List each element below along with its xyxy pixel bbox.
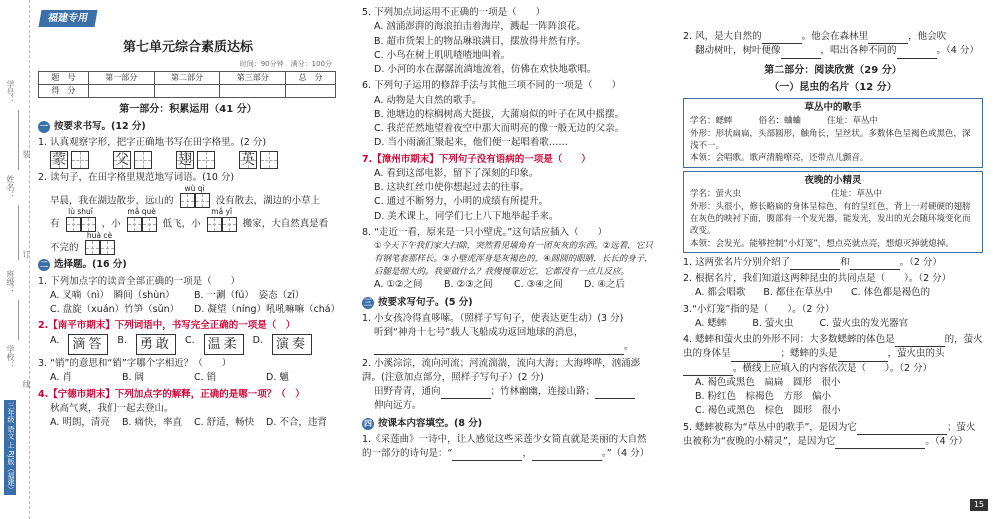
c6-option[interactable]: C. 我茫茫然地望着夜空中那大而明亮的像一般无边的父亲。 (374, 123, 625, 134)
pinyin-label: wù qì (184, 183, 205, 193)
option-letter[interactable]: A. (50, 334, 60, 346)
question-text: 7.【漳州市期末】下列句子没有语病的一项是（ ） (362, 153, 591, 165)
answer-blank[interactable] (895, 336, 945, 347)
question-text: ；蟋蟀的头是 (780, 348, 838, 360)
section-title: 按要求写句子。(5 分) (378, 296, 473, 308)
c6-option[interactable]: B. 池塘边的棕榈树高大挺拔，大蒲扇似的叶子在风中摇摆。 (374, 108, 625, 120)
card-field: 外形：形状扁扁，头部圆形，触角长，呈丝状。多数体色呈褐色或黑色，深浅不一。 (690, 128, 971, 151)
section-1-heading (38, 120, 338, 134)
option[interactable]: A. ①②之间 (374, 279, 423, 291)
card-header: 夜晚的小精灵 (804, 174, 862, 186)
answer-blank[interactable] (835, 438, 925, 449)
pinyin-label: mǎ yǐ (211, 207, 233, 217)
page-title: 第七单元综合素质达标 (122, 40, 253, 55)
write-cell[interactable] (197, 151, 215, 169)
option[interactable]: B. ②③之间 (444, 279, 493, 291)
option[interactable]: B. 萤火虫 (752, 317, 794, 329)
score-cell[interactable] (286, 85, 336, 98)
section-2-heading (38, 258, 338, 272)
sentence-text: 听到“神舟十七号”载人飞船成功返回地球的消息， (374, 327, 584, 338)
question-text: 4. 蟋蟀和萤火虫的外形不同：大多数蟋蟀的体色是 (683, 334, 895, 346)
option[interactable]: D. 魑 (266, 372, 289, 384)
option[interactable]: C. 萤火虫的发光器官 (819, 317, 909, 329)
score-header: 第一部分 (88, 72, 154, 85)
c2-text (38, 319, 338, 333)
q1-char-grid-row (38, 151, 338, 169)
r4-text (683, 333, 983, 376)
q1-text: 1. 认真观察字形，把字正确地书写在田字格里。(2 分) (38, 137, 267, 149)
score-header: 第三部分 (220, 72, 286, 85)
question-text: ，唱出各种不同的 (820, 45, 897, 57)
option-word[interactable]: 勇敢 (136, 334, 176, 356)
c6-text: 6. 下列句子运用的修辞手法与其他三项不同的一项是（ ） (362, 80, 622, 92)
c7-option[interactable]: B. 这块红丝巾使你想起过去的往事。 (374, 182, 530, 193)
sentence-text: 田野青青，通向 (374, 386, 441, 397)
char-practice-item (239, 151, 278, 169)
write-cell[interactable] (142, 217, 157, 232)
option-word[interactable]: 温柔 (204, 334, 244, 356)
right-column (683, 28, 983, 449)
cut-label-1: 装 (22, 150, 31, 158)
option[interactable]: C. 体色都是褐色的 (850, 287, 931, 299)
option[interactable]: B. 一涮（fú） 姿态（zī） (194, 289, 305, 301)
question-text: 2.【南平市期末】下列词语中，书写完全正确的一项是（ ） (38, 320, 296, 332)
c7-option[interactable]: D. 美术课上，同学们七上八下地举起手来。 (374, 210, 559, 222)
name-label: 姓名： (6, 175, 15, 199)
score-header: 题 号 (39, 72, 89, 85)
option-letter[interactable]: B. (117, 334, 127, 346)
section-number: 四 (364, 418, 372, 428)
class-line (18, 300, 19, 340)
question-text: 4.【宁德市期末】下列加点字的解释，正确的是哪一项？（ ） (38, 388, 305, 400)
answer-blank[interactable] (762, 33, 802, 44)
score-cell[interactable] (88, 85, 154, 98)
section-title: 按要求书写。(12 分) (54, 121, 146, 132)
char-model-cell: 父 (115, 151, 129, 168)
option[interactable]: D. ④之后 (584, 279, 625, 291)
option[interactable]: A. 叉嘀（nì） 瞬间（shùn） (50, 289, 175, 301)
r4-option[interactable]: B. 粉红色 棕褐色 方形 偏小 (695, 391, 832, 403)
w2-line2: 伸向远方。 (374, 400, 422, 412)
option[interactable]: D. 不合，违背 (266, 417, 327, 428)
insect-card-cricket (683, 98, 983, 168)
pinyin-box (180, 185, 210, 209)
question-text: ；萤火虫被称为“夜晚的小精灵”，是因为它 (683, 421, 976, 447)
student-id-line (18, 110, 19, 170)
c7-text (362, 153, 654, 167)
passage-text: 没有散去，湖边的小草上 (215, 195, 321, 206)
r3-options (683, 317, 983, 331)
write-cell[interactable] (260, 151, 278, 169)
card-field: 学名：蟋蟀 (690, 116, 733, 127)
w2-text: 2. 小溪淙淙，流向河流；河流湍湍，流向大海；大海哗哗，汹涌澎湃。(注意加点部分，照样子写句子）(2 分) (362, 357, 641, 383)
question-text: 1.《采莲曲》一诗中，让人感觉这些采莲少女简直就是美丽的大自然的一部分的诗句是：“ (362, 433, 647, 459)
section-number: 二 (40, 260, 48, 270)
page-number: 15 (970, 499, 988, 511)
passage-text: 不完的 (50, 242, 79, 253)
fujian-tag: 福建专用 (39, 10, 98, 27)
char-practice-item (113, 151, 152, 169)
r2-text: 2. 根据名片，我们知道这两种昆虫的共同点是（ ）。（2 分） (683, 273, 952, 285)
card-field: 外形：头很小，修长略扁的身体呈棕色，有的呈红色，背上一对硬硬的翅膀在灰色的映衬下面，腹部有一个发光器，能发光，发出的光会随环境变化而改变。 (690, 201, 971, 237)
w1-answer-line (362, 340, 654, 354)
w1-line (362, 326, 654, 340)
part1-heading: 第一部分：积累运用（41 分） (119, 104, 257, 115)
r3-text: 3.“小灯笼”指的是（ ）。（2 分） (683, 303, 835, 315)
c4-sub: 秋高气爽，我们一起去登山。 (50, 402, 174, 414)
answer-blank[interactable] (838, 351, 888, 362)
question-text: 1. 这两张名片分别介绍了 (683, 256, 791, 268)
c2-options (38, 334, 338, 356)
c5-option[interactable]: A. 汹涌澎湃的海浪拍击着海岸，溅起一阵阵浪花。 (374, 21, 586, 33)
c8-text: 8. “走近一看，原来是一只小壁虎。”这句话应插入（ ） (362, 226, 608, 238)
c7-option[interactable]: C. 通过不断努力，小明的成绩有所提升。 (374, 196, 549, 208)
question-text: 。（2 分） (899, 256, 942, 268)
passage-text: ，小 (101, 218, 121, 230)
option[interactable]: B. 阔 (122, 372, 145, 384)
char-model-cell: 翅 (178, 151, 192, 168)
write-cell[interactable] (127, 217, 142, 232)
option[interactable]: C. ③④之间 (514, 279, 563, 291)
question-text: 。横线上应填入的内容依次是（ ）。（2 分） (733, 362, 933, 374)
option[interactable]: D. 凝望（níng）吼吼嘛嘛（chá） (194, 304, 341, 315)
write-cell[interactable] (180, 193, 195, 208)
answer-blank[interactable] (595, 388, 635, 399)
option-letter[interactable]: C. (184, 334, 195, 346)
answer-blank[interactable] (850, 259, 900, 270)
passage-text: 早晨，我在湖边散步，远山的 (50, 195, 174, 206)
c5-text: 5. 下列加点词运用不正确的一项是（ ） (362, 7, 546, 18)
option[interactable]: A. 肖 (50, 372, 72, 384)
left-column (38, 0, 341, 430)
option[interactable]: C. 盘旋（xuán）竹笋（sǔn） (50, 304, 180, 315)
f2-line2 (683, 44, 983, 58)
section-title: 按课本内容填空。(8 分) (378, 417, 483, 429)
binding-margin (0, 0, 30, 519)
f2-text (683, 30, 983, 44)
score-cell[interactable] (220, 85, 286, 98)
option[interactable]: B. 痛快，率直 (122, 417, 183, 428)
question-text: ，萤火虫的头 (887, 348, 945, 360)
score-cell[interactable] (154, 85, 220, 98)
pinyin-box (85, 232, 115, 256)
student-id-label: 学号： (6, 80, 15, 104)
r4-option[interactable]: A. 褐色或黑色 扁扁 圆形 很小 (695, 376, 841, 388)
option[interactable]: C. 销 (194, 372, 217, 384)
card-field: 学名：萤火虫 (690, 189, 742, 200)
c3-options (38, 371, 338, 385)
c8-options (362, 278, 654, 292)
q2-passage-line2 (38, 208, 338, 232)
c7-option[interactable]: A. 看到这部电影，留下了深刻的印象。 (374, 167, 539, 179)
part2-heading: 第二部分：阅读欣赏（29 分） (764, 64, 902, 76)
question-text: 5. 蟋蟀被称为“草丛中的歌手”，是因为它 (683, 421, 857, 433)
option[interactable]: C. 舒适，畅快 (194, 417, 255, 428)
write-cell[interactable] (81, 217, 96, 232)
r1-text (683, 256, 983, 270)
section-number: 一 (40, 122, 48, 132)
question-text: 。（4 分） (936, 45, 979, 57)
answer-blank[interactable] (532, 450, 602, 461)
q2-passage-line3 (38, 232, 338, 256)
answer-blank[interactable] (781, 48, 821, 59)
c5-option[interactable]: C. 小鸟在树上叽叽喳喳地叫着。 (374, 49, 511, 61)
card-field: 俗名：蛐蛐 (758, 116, 802, 127)
option[interactable]: B. 都住在草丛中 (763, 287, 833, 299)
passage-text: 搬家，大自然真是看 (242, 218, 329, 230)
option[interactable]: A. 都会唱歌 (695, 287, 746, 299)
answer-blank[interactable] (374, 344, 624, 355)
score-header: 总 分 (286, 72, 336, 85)
write-cell[interactable] (207, 217, 222, 232)
write-cell[interactable] (66, 217, 81, 232)
sentence-text: ；竹林幽幽，连接山路； (490, 386, 596, 397)
question-text: 和 (840, 256, 850, 268)
write-cell[interactable] (134, 151, 152, 169)
pinyin-box (127, 208, 157, 232)
reading-1-title: （一）昆虫的名片（12 分） (769, 81, 897, 93)
c3-text: 3. “销”的意思和“销”字哪个字相近？（ ） (38, 358, 232, 369)
option[interactable]: A. 明朗，清亮 (50, 417, 110, 428)
option[interactable]: A. 蟋蟀 (695, 317, 727, 329)
c8-passage: ①今天下午我们家大扫除，突然看见墙角有一团灰灰的东西。②远看，它只有钢笔套那样长。③小壁虎浑身是灰褐色的，④圆圆的眼睛，长长的身子，后腿是细大的。我要做什么？我慢慢靠近它，它都没有一点儿反应。 (374, 241, 653, 277)
char-practice-item (176, 151, 215, 169)
sentence-end: 。 (624, 341, 634, 353)
passage-text: 低飞，小 (162, 218, 201, 230)
pinyin-label: huà cè (86, 230, 113, 240)
r2-options (683, 286, 983, 300)
pinyin-label: lù shuǐ (68, 207, 93, 217)
w2-line1 (362, 385, 654, 399)
char-practice-item (50, 151, 89, 169)
middle-column (362, 4, 654, 461)
c1-text: 1. 下列加点字的读音全部正确的一项是（ ） (38, 275, 241, 287)
answer-blank[interactable] (790, 259, 840, 270)
section-3-heading (362, 296, 654, 310)
option-word[interactable]: 演奏 (272, 334, 312, 356)
question-text: 翻动树叶，树叶便像 (695, 45, 781, 57)
question-tail: 。”（4 分） (601, 448, 650, 459)
score-table (38, 71, 336, 98)
answer-blank[interactable] (868, 33, 908, 44)
question-text: 2. 风，是大自然的 (683, 31, 762, 42)
spine-label: 三年级 语文 上 RJ版（福建） (4, 400, 16, 495)
card-field: 本领：会发光。能够控制“小灯笼”，想点亮就点亮，想熄灭掉就熄掉。 (690, 238, 954, 249)
pinyin-label: mǎ què (127, 207, 156, 217)
insect-card-firefly (683, 171, 983, 253)
passage-text: 有 (50, 218, 60, 230)
c5-option[interactable]: B. 超市货架上的物品琳琅满目，摆放得井然有序。 (374, 35, 587, 47)
question-text: 的，萤火虫的 (683, 334, 983, 360)
card-header: 草丛中的歌手 (804, 101, 862, 113)
c4-text (38, 388, 338, 402)
section-number: 三 (364, 297, 372, 307)
c6-option[interactable]: D. 当小雨滴汇聚起来，他们便一起唱着歌…… (374, 137, 568, 149)
question-text: 身体呈 (702, 348, 731, 360)
score-header: 第二部分 (154, 72, 220, 85)
q2-text: 2. 读句子，在田字格里规范地写词语。(10 分) (38, 171, 235, 183)
answer-blank[interactable] (452, 450, 522, 461)
write-cell[interactable] (85, 240, 100, 255)
cut-label-2: 订 (22, 250, 31, 258)
question-text: 。（4 分） (925, 435, 968, 447)
class-label: 班级： (6, 270, 15, 294)
write-cell[interactable] (222, 217, 237, 232)
write-cell[interactable] (195, 193, 210, 208)
c5-option[interactable]: D. 小河的水在潺潺流淌地流着，仿佛在欢快地歌唱。 (374, 64, 597, 75)
option-word[interactable]: 滴答 (68, 334, 108, 356)
r5-text (683, 421, 983, 450)
answer-blank[interactable] (683, 365, 733, 376)
question-text: ，他会吹 (908, 31, 947, 42)
school-label: 学校： (6, 345, 15, 369)
answer-blank[interactable] (857, 424, 947, 435)
option-letter[interactable]: D. (252, 334, 263, 346)
card-field: 住址：草丛中 (831, 189, 883, 200)
c1-options (38, 289, 341, 318)
card-row (690, 188, 976, 200)
r4-option[interactable]: C. 褐色或黑色 棕色 圆形 很小 (695, 405, 841, 417)
c4-options (38, 416, 338, 430)
pinyin-box (207, 208, 237, 232)
write-cell[interactable] (71, 151, 89, 169)
section-4-heading (362, 417, 654, 431)
exam-meta: 时间：90分钟 满分：100分 (239, 59, 332, 68)
cut-label-3: 线 (22, 380, 31, 388)
c6-option[interactable]: A. 动物是大自然的歌手。 (374, 94, 482, 106)
score-row-label: 得 分 (39, 85, 89, 98)
question-text: 。他会在森林里 (801, 31, 869, 42)
card-field: 本领：会唱歌。歌声清脆嘹亮，还带点儿颤音。 (690, 153, 869, 164)
w1-text: 1. 小女孩冷得直哆嗦。（照样子写句子，使表达更生动）(3 分) (362, 312, 624, 324)
card-field: 住址：草丛中 (827, 116, 879, 127)
q2-passage-line1 (38, 185, 338, 209)
answer-blank[interactable] (441, 388, 491, 399)
char-model-cell: 英 (241, 151, 255, 168)
card-row (690, 115, 976, 127)
answer-blank[interactable] (897, 48, 937, 59)
f1-text: 1.《采莲曲》一诗中，让人感觉这些采莲少女简直就是美丽的大自然的一部分的诗句是：“ ， 。”（4 分） (362, 433, 654, 462)
answer-blank[interactable] (731, 351, 781, 362)
write-cell[interactable] (100, 240, 115, 255)
char-model-cell: 蒙 (52, 151, 66, 168)
section-title: 选择题。(16 分) (54, 259, 127, 271)
pinyin-box (66, 208, 96, 232)
